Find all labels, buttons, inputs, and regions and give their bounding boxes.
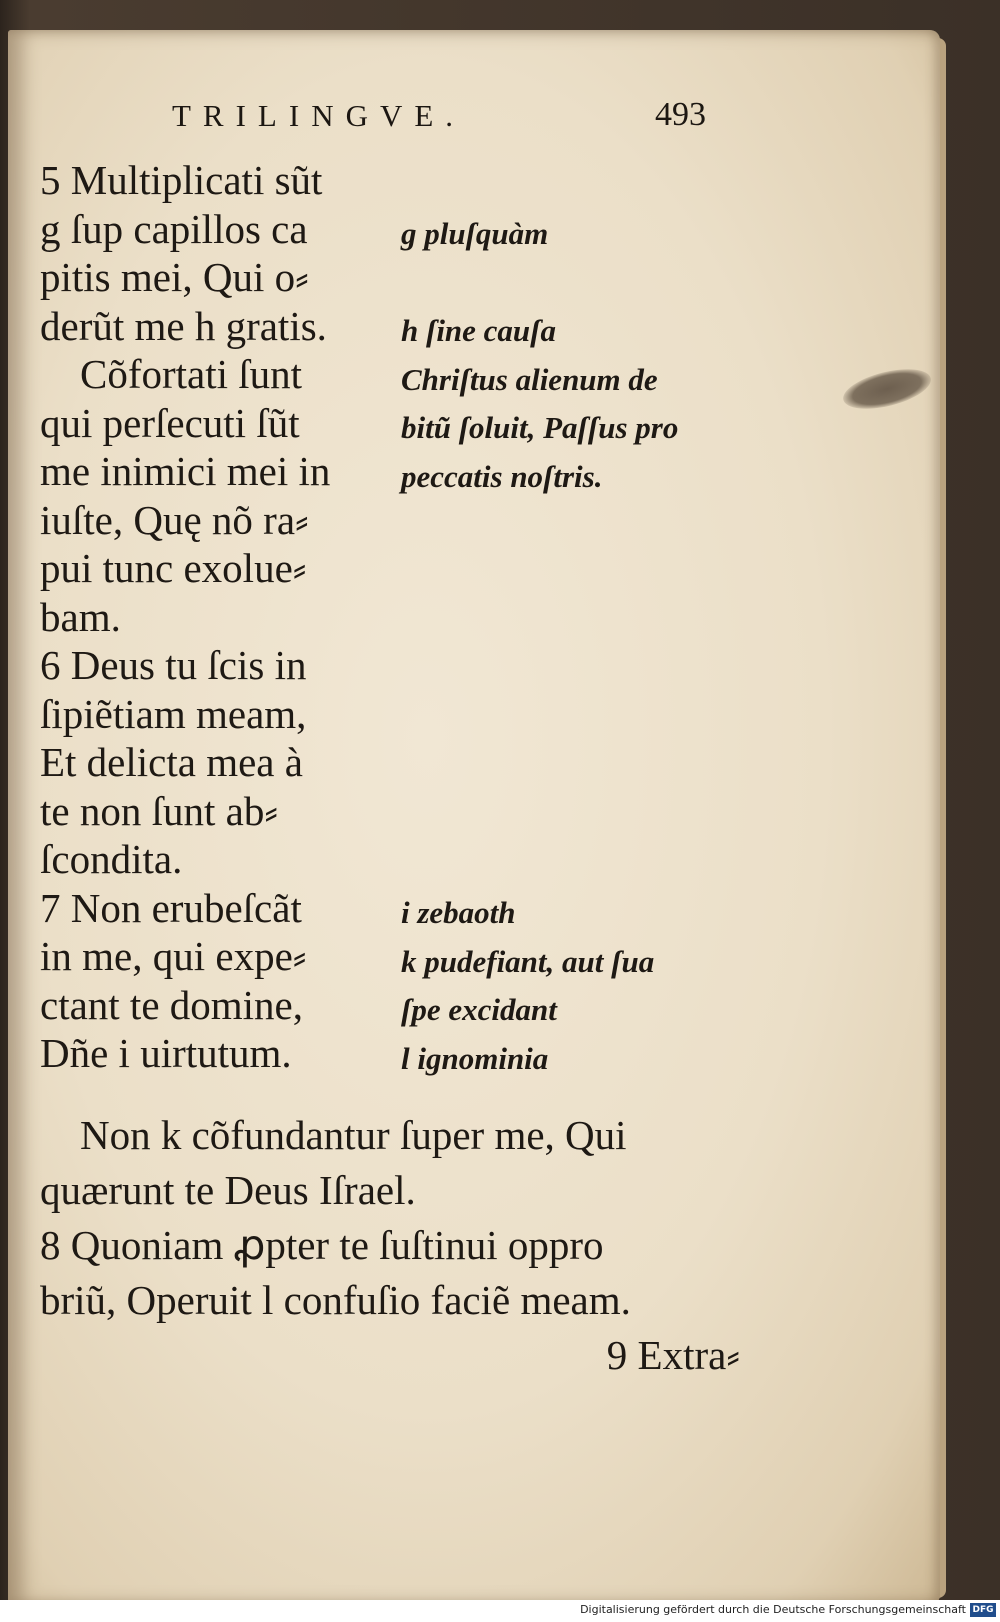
note-line xyxy=(401,598,751,647)
page-number: 493 xyxy=(655,96,706,133)
note-line: peccatis noſtris. xyxy=(401,458,603,494)
main-text-column xyxy=(40,156,380,1078)
running-title: TRILINGVE. xyxy=(172,98,466,133)
note-line xyxy=(401,550,751,599)
note-line xyxy=(401,259,751,308)
text-line: te non ſunt ab⸗ xyxy=(40,787,278,834)
note-line xyxy=(401,792,751,841)
text-line: ſipiẽtiam meam, xyxy=(40,690,307,737)
text-line: ctant te domine, xyxy=(40,981,303,1028)
note-line xyxy=(401,695,751,744)
digitization-footer xyxy=(0,1600,1000,1622)
note-line: k pudefiant, aut ſua xyxy=(401,943,655,979)
text-line: briũ, Operuit l confuſio faciẽ meam. xyxy=(40,1277,631,1323)
text-line: Dñe i uirtutum. xyxy=(40,1030,292,1076)
note-line: Chriſtus alienum de xyxy=(401,361,658,397)
note-line xyxy=(401,841,751,890)
note-line: i zebaoth xyxy=(401,895,516,930)
text-line: me inimici mei in xyxy=(40,448,331,494)
text-line: 8 Quoniam ꝓpter te ſuſtinui oppro xyxy=(40,1222,604,1268)
text-line: pitis mei, Qui o⸗ xyxy=(40,254,309,300)
note-line: bitũ ſoluit, Paſſus pro xyxy=(401,410,679,445)
note-line: l ignominia xyxy=(401,1040,549,1076)
full-width-text xyxy=(40,1108,740,1383)
text-line: derũt me h gratis. xyxy=(40,302,327,349)
footer-credit: Digitalisierung gefördert durch die Deutsche Forschungsgemeinschaft xyxy=(580,1603,966,1616)
marginal-notes-column xyxy=(401,210,751,1083)
text-line: 6 Deus tu ſcis in xyxy=(40,642,307,688)
note-line: g pluſquàm xyxy=(401,216,549,251)
text-line: iuſte, Quę nõ ra⸗ xyxy=(40,496,309,543)
text-line: Non k cõfundantur ſuper me, Qui xyxy=(80,1112,627,1158)
text-line: pui tunc exolue⸗ xyxy=(40,545,307,591)
note-line: h ſine cauſa xyxy=(401,313,556,348)
dfg-logo: DFG xyxy=(970,1603,996,1617)
note-line: ſpe excidant xyxy=(401,992,557,1027)
note-line xyxy=(401,647,751,696)
text-line: ſcondita. xyxy=(40,836,183,882)
text-line: Et delicta mea à xyxy=(40,739,303,785)
text-line: Cõfortati ſunt xyxy=(80,351,303,397)
note-line xyxy=(401,744,751,793)
text-line: 5 Multiplicati sũt xyxy=(40,157,323,203)
catchword: 9 Extra⸗ xyxy=(606,1332,740,1378)
text-line: bam. xyxy=(40,593,121,640)
text-line: g ſup capillos ca xyxy=(40,205,308,252)
text-line: 7 Non erubeſcãt xyxy=(40,884,302,931)
text-line: in me, qui expe⸗ xyxy=(40,933,307,979)
text-line: quærunt te Deus Iſrael. xyxy=(40,1167,416,1213)
text-line: qui perſecuti ſũt xyxy=(40,399,300,446)
note-line xyxy=(401,501,751,550)
